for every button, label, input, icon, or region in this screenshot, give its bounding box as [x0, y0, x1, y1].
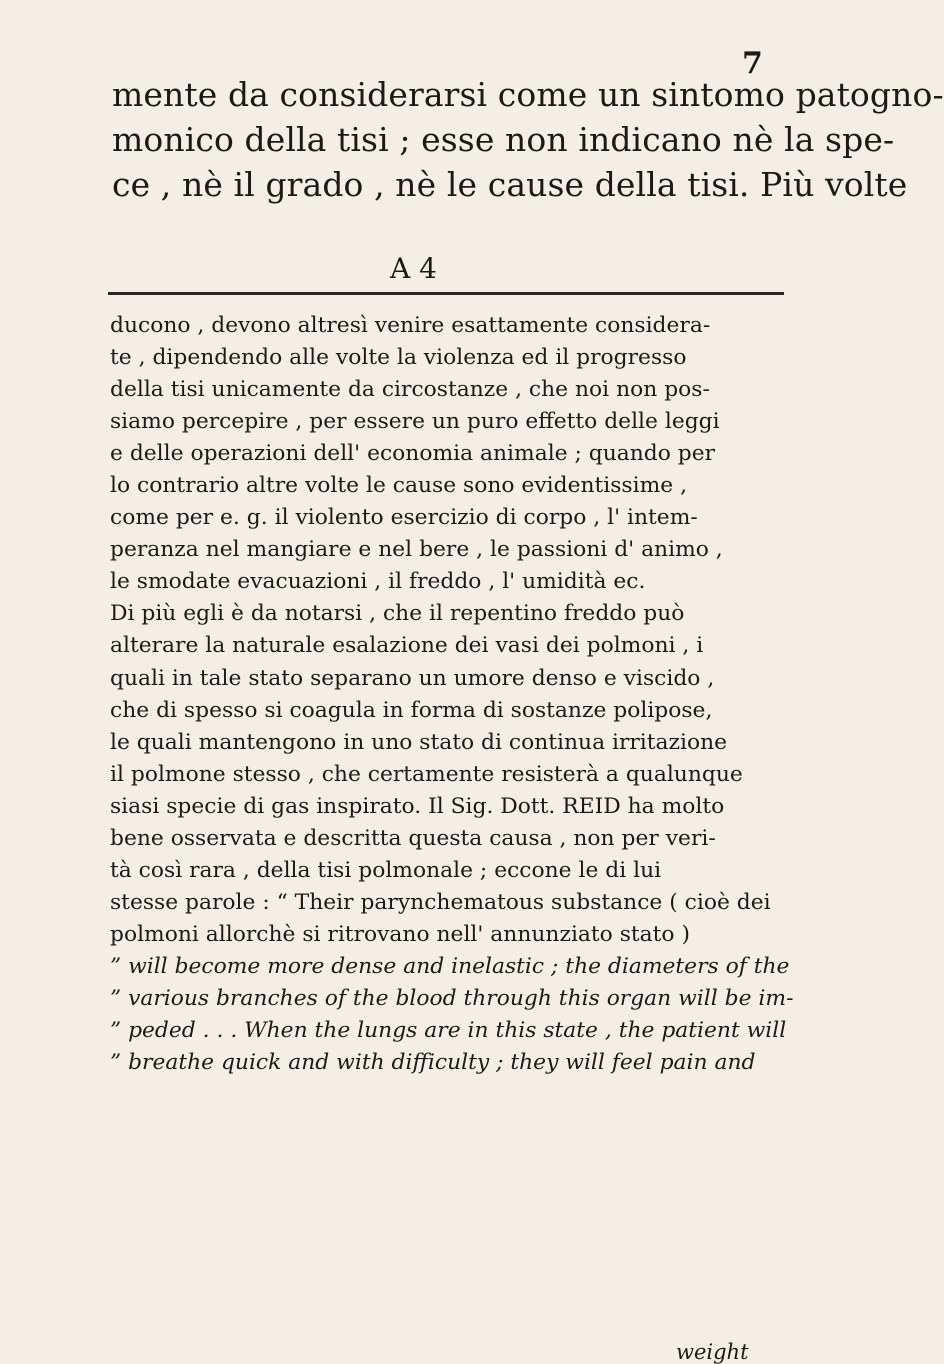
- text-line: quali in tale stato separano un umore denso e viscido ,: [110, 665, 715, 691]
- quoted-text-line: ” will become more dense and inelastic ; the diameters of the: [110, 953, 790, 979]
- signature-mark: A 4: [390, 252, 437, 285]
- body-text: [110, 310, 800, 1079]
- text-line: il polmone stesso , che certamente resisterà a qualunque: [110, 761, 743, 787]
- text-line: bene osservata e descritta questa causa , non per veri-: [110, 825, 716, 851]
- text-line: stesse parole : “ Their parynchematous substance ( cioè dei: [110, 889, 771, 915]
- text-line: peranza nel mangiare e nel bere , le passioni d' animo ,: [110, 537, 723, 563]
- text-line: siamo percepire , per essere un puro effetto delle leggi: [110, 409, 720, 435]
- page-number: 7: [742, 46, 763, 81]
- text-line: della tisi unicamente da circostanze , che noi non pos-: [110, 377, 710, 403]
- text-line: Di più egli è da notarsi , che il repentino freddo può: [110, 601, 685, 627]
- text-line: lo contrario altre volte le cause sono evidentissime ,: [110, 473, 688, 499]
- text-line: come per e. g. il violento esercizio di corpo , l' intem-: [110, 505, 698, 531]
- text-line: le quali mantengono in uno stato di continua irritazione: [110, 729, 728, 755]
- text-line: monico della tisi ; esse non indicano nè la spe-: [112, 120, 895, 159]
- quoted-text-line: ” peded . . . When the lungs are in this state , the patient will: [110, 1018, 787, 1044]
- catchword: weight: [676, 1340, 749, 1364]
- text-line: le smodate evacuazioni , il freddo , l' umidità ec.: [110, 569, 646, 595]
- quoted-text-line: ” various branches of the blood through this organ will be im-: [110, 985, 794, 1011]
- text-line: e delle operazioni dell' economia animale ; quando per: [110, 441, 716, 467]
- text-line: siasi specie di gas inspirato. Il Sig. Dott. REID ha molto: [110, 793, 725, 819]
- previous-page-fragment: [112, 72, 944, 207]
- text-line: te , dipendendo alle volte la violenza ed il progresso: [110, 345, 687, 371]
- text-line: ducono , devono altresì venire esattamente considera-: [110, 313, 711, 338]
- text-line: tà così rara , della tisi polmonale ; eccone le di lui: [110, 857, 662, 883]
- quoted-text-line: ” breathe quick and with difficulty ; they will feel pain and: [110, 1050, 756, 1076]
- text-line: polmoni allorchè si ritrovano nell' annunziato stato ): [110, 921, 690, 947]
- text-line: mente da considerarsi come un sintomo patogno-: [112, 75, 944, 114]
- text-line: ce , nè il grado , nè le cause della tisi. Più volte: [112, 165, 908, 204]
- text-line: alterare la naturale esalazione dei vasi dei polmoni , i: [110, 633, 704, 659]
- text-line: che di spesso si coagula in forma di sostanze polipose,: [110, 697, 713, 723]
- divider-rule: [108, 292, 784, 295]
